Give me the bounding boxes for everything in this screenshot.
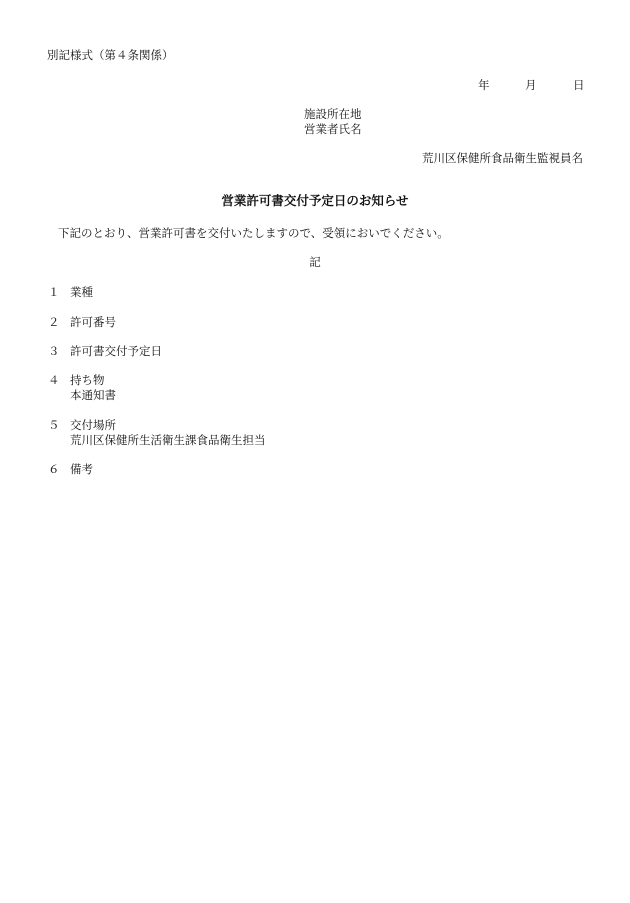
item-detail: 荒川区保健所生活衛生課食品衛生担当 <box>70 433 266 447</box>
date-year-label: 年 <box>478 78 490 92</box>
ki-heading: 記 <box>309 255 321 269</box>
item-number: ６ <box>48 462 60 476</box>
list-item <box>48 344 162 359</box>
body-text: 下記のとおり、営業許可書を交付いたしますので、受領においでください。 <box>58 226 449 240</box>
item-number: １ <box>48 285 60 299</box>
item-number: ５ <box>48 418 60 432</box>
document-title: 営業許可書交付予定日のお知らせ <box>221 193 409 208</box>
item-label: 備考 <box>70 462 93 476</box>
list-item <box>48 462 93 477</box>
list-item <box>48 285 93 300</box>
date-day-label: 日 <box>573 78 585 92</box>
sender-name: 荒川区保健所食品衛生監視員名 <box>422 151 583 165</box>
item-label: 業種 <box>70 285 93 299</box>
item-number: ２ <box>48 315 60 329</box>
date-month-label: 月 <box>525 78 537 92</box>
item-label: 許可番号 <box>70 315 116 329</box>
operator-name-label: 営業者氏名 <box>304 122 362 136</box>
list-item <box>48 315 116 330</box>
recipient-block <box>304 107 362 137</box>
item-detail: 本通知書 <box>70 388 116 402</box>
form-reference: 別記様式（第４条関係） <box>47 48 174 62</box>
list-item <box>48 373 116 403</box>
item-number: ３ <box>48 344 60 358</box>
item-label: 交付場所 <box>70 418 116 432</box>
list-item <box>48 418 266 448</box>
item-label: 持ち物 <box>70 373 105 387</box>
item-number: ４ <box>48 373 60 387</box>
item-label: 許可書交付予定日 <box>70 344 162 358</box>
facility-address-label: 施設所在地 <box>304 107 362 121</box>
